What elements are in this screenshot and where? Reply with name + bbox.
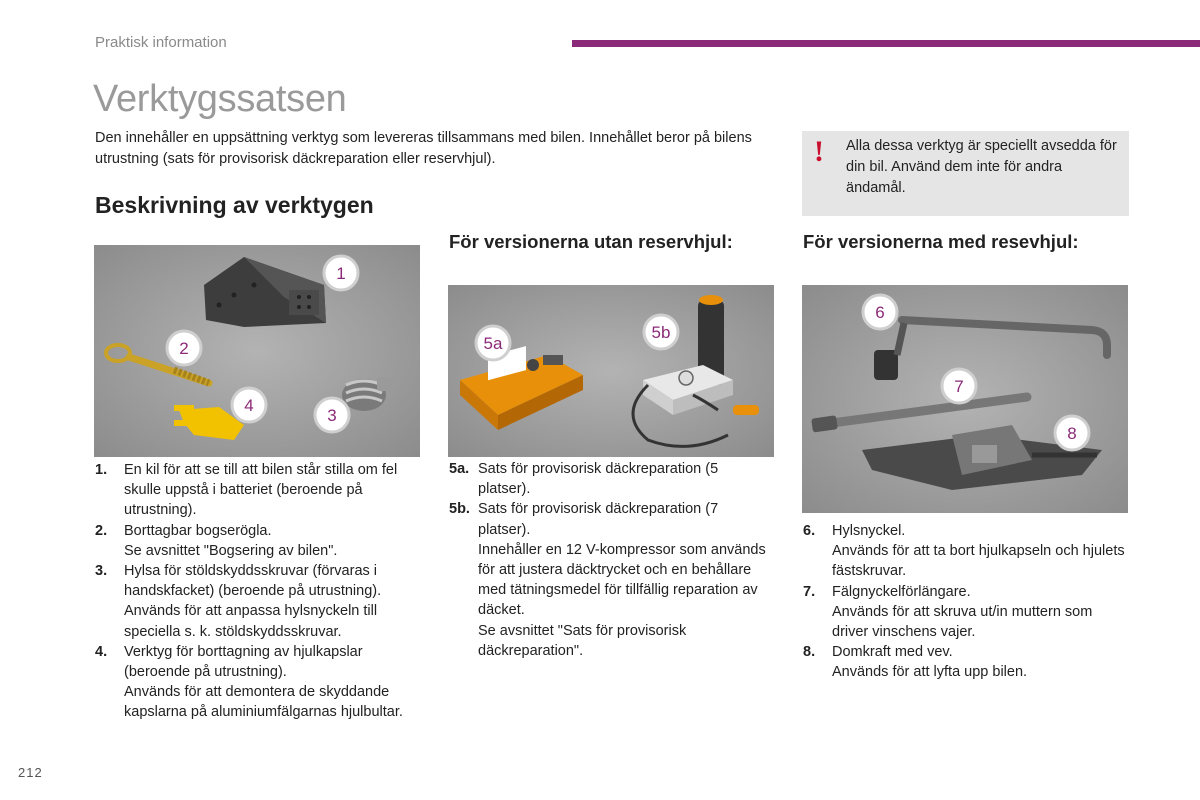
tools-photo-general	[94, 245, 420, 457]
list-item-text: Verktyg för borttagning av hjulkapslar (beroende på utrustning).	[124, 643, 363, 681]
header-accent-bar	[572, 40, 1200, 47]
list-item-text: Innehåller en 12 V-kompressor som används för att justera däcktrycket och en behållare med tätningsmedel för tillfällig reparation av däcket.	[478, 541, 766, 619]
list-item	[95, 561, 415, 642]
list-item	[95, 521, 415, 561]
tool-list-with-spare	[803, 521, 1128, 683]
list-item-text: Används för att lyfta upp bilen.	[832, 664, 1028, 681]
list-item-number: 4.	[95, 643, 108, 660]
badge-5a: 5a	[483, 334, 503, 353]
subheading-without-spare: För versionerna utan reservhjul:	[449, 231, 733, 252]
list-item-number: 3.	[95, 563, 108, 580]
warning-text: Alla dessa verktyg är speciellt avsedda för din bil. Använd dem inte för andra ändamål.	[846, 138, 1117, 196]
list-item	[803, 642, 1128, 682]
list-item-number: 1.	[95, 462, 108, 478]
list-item-text: Används för att ta bort hjulkapseln och hjulets fästskruvar.	[832, 543, 1125, 580]
list-item	[95, 642, 415, 723]
badge-5b: 5b	[651, 323, 671, 342]
tool-list-general	[95, 460, 415, 723]
list-item-text: Domkraft med vev.	[832, 644, 953, 661]
exclamation-icon: !	[814, 135, 824, 168]
list-item-text: Används för att demontera de skyddande kapslarna på aluminiumfälgarnas hjulbultar.	[124, 684, 403, 721]
list-item-text: Sats för provisorisk däckreparation (7 platser).	[478, 501, 719, 538]
section-heading: Beskrivning av verktygen	[95, 192, 374, 218]
badge-7: 7	[954, 377, 964, 396]
list-item-number: 5a.	[449, 461, 470, 477]
list-item-number: 5b.	[449, 501, 470, 518]
section-label: Praktisk information	[95, 34, 227, 51]
list-item	[449, 499, 774, 661]
list-item	[803, 582, 1128, 643]
list-item-text: Se avsnittet "Sats för provisorisk däckreparation".	[478, 622, 687, 659]
warning-box	[802, 131, 1129, 216]
list-item-text: En kil för att se till att bilen står stilla om fel skulle uppstå i batteriet (beroende på utrustning).	[124, 462, 398, 519]
page-number: 212	[18, 765, 43, 780]
list-item	[95, 460, 415, 521]
badge-2: 2	[179, 339, 189, 358]
intro-paragraph: Den innehåller en uppsättning verktyg som levereras tillsammans med bilen. Innehållet beror på bilens utrustning (sats för provisorisk däckreparation eller reservhjul).	[95, 130, 752, 167]
list-item-text: Hylsa för stöldskyddsskruvar (förvaras i handskfacket) (beroende på utrustning).	[124, 563, 382, 600]
list-item-text: Hylsnyckel.	[832, 523, 906, 539]
spare-wheel-tools-photo	[802, 285, 1128, 513]
page-title: Verktygssatsen	[93, 78, 347, 120]
list-item-number: 6.	[803, 523, 816, 539]
list-item-text: Borttagbar bogserögla.	[124, 522, 272, 539]
tool-list-without-spare	[449, 459, 774, 661]
subheading-with-spare: För versionerna med resevhjul:	[803, 231, 1079, 252]
badge-3: 3	[327, 406, 337, 425]
badge-4: 4	[244, 396, 254, 415]
list-item-text: Används för att anpassa hylsnyckeln till speciella s. k. stöldskyddsskruvar.	[124, 603, 378, 640]
badge-8: 8	[1067, 424, 1077, 443]
badge-1: 1	[336, 264, 346, 283]
list-item	[803, 521, 1128, 582]
list-item-text: Sats för provisorisk däckreparation (5 platser).	[478, 461, 719, 498]
list-item-text: Se avsnittet "Bogsering av bilen".	[124, 542, 338, 559]
list-item-text: Används för att skruva ut/in muttern som driver vinschens vajer.	[832, 603, 1093, 641]
list-item-number: 2.	[95, 522, 108, 539]
list-item-text: Fälgnyckelförlängare.	[832, 583, 971, 600]
repair-kit-photo	[448, 285, 774, 457]
list-item-number: 7.	[803, 583, 816, 600]
list-item-number: 8.	[803, 644, 816, 661]
badge-6: 6	[875, 303, 885, 322]
list-item	[449, 459, 774, 499]
